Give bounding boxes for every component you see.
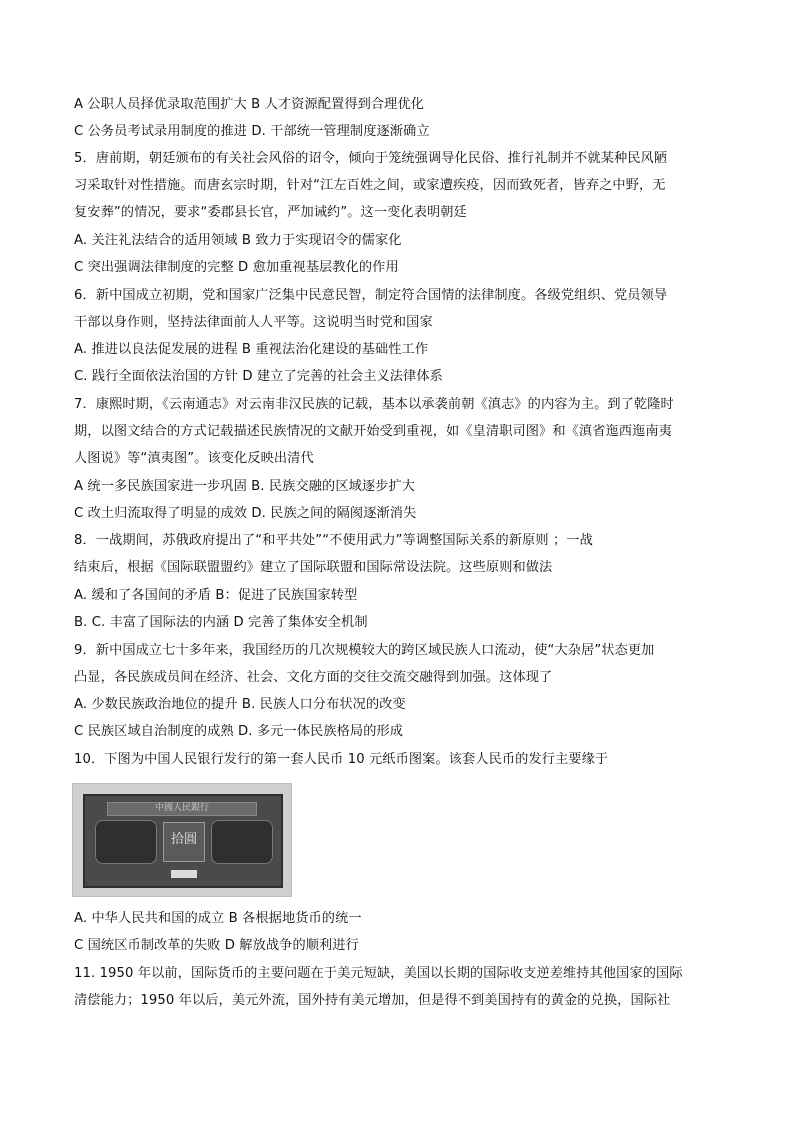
banknote-image <box>72 783 292 897</box>
question-11: 11. 1950 年以前，国际货币的主要问题在于美元短缺，美国以长期的国际收支逆差维持其他国家的国际 <box>74 966 683 981</box>
option-line: C 突出强调法律制度的完整 D 愈加重视基层教化的作用 <box>74 260 399 275</box>
question-8: 8．一战期间，苏俄政府提出了“和平共处”“不使用武力”等调整国际关系的新原则 ；一战 <box>74 533 593 548</box>
option-line: B. C. 丰富了国际法的内涵 D 完善了集体安全机制 <box>74 615 368 630</box>
question-text-line: 干部以身作则，坚持法律面前人人平等。这说明当时党和国家 <box>74 315 433 330</box>
question-text-line: 结束后，根据《国际联盟盟约》建立了国际联盟和国际常设法院。这些原则和做法 <box>74 560 553 575</box>
question-10: 10．下图为中国人民银行发行的第一套人民币 10 元纸币图案。该套人民币的发行主要缘于 <box>74 752 609 767</box>
question-text-line: 凸显，各民族成员间在经济、社会、文化方面的交往交流交融得到加强。这体现了 <box>74 670 553 685</box>
question-7: 7．康熙时期，《云南通志》对云南非汉民族的记载，基本以承袭前朝《滇志》的内容为主。到了乾隆时 <box>74 397 674 412</box>
option-line: A 统一多民族国家进一步巩固 B. 民族交融的区域逐步扩大 <box>74 479 416 494</box>
banknote-value-text: 拾圓 <box>170 832 197 847</box>
option-line: A. 少数民族政治地位的提升 B. 民族人口分布状况的改变 <box>74 697 406 712</box>
question-text-line: 习采取针对性措施。而唐玄宗时期，针对“江左百姓之间，或家遭疾疫，因而致死者，皆弃之中野，无 <box>74 178 666 193</box>
option-line: A. 中华人民共和国的成立 B 各根据地货币的统一 <box>74 911 362 926</box>
question-9: 9．新中国成立七十多年来，我国经历的几次规模较大的跨区域民族人口流动，使“大杂居”状态更加 <box>74 643 655 658</box>
banknote-face <box>83 794 283 888</box>
option-line: C. 践行全面依法治国的方针 D 建立了完善的社会主义法律体系 <box>74 369 443 384</box>
question-5: 5．唐前期，朝廷颁布的有关社会风俗的诏令，倾向于笼统强调导化民俗、推行礼制并不就某种民风陋 <box>74 151 668 166</box>
option-line: A 公职人员择优录取范围扩大 B 人才资源配置得到合理优化 <box>74 97 425 112</box>
banknote-header-band <box>107 802 257 816</box>
question-text-line: 清偿能力；1950 年以后，美元外流，国外持有美元增加，但是得不到美国持有的黄金的兑换，国际社 <box>74 993 671 1008</box>
option-line: C 民族区域自治制度的成熟 D. 多元一体民族格局的形成 <box>74 724 404 739</box>
option-line: A. 缓和了各国间的矛盾 B：促进了民族国家转型 <box>74 588 358 603</box>
option-line: A. 推进以良法促发展的进程 B 重视法治化建设的基础性工作 <box>74 342 429 357</box>
banknote-header-text: 中國人民銀行 <box>154 803 209 813</box>
question-text-line: 复安葬”的情况，要求“委郡县长官，严加诫约”。这一变化表明朝廷 <box>74 205 467 220</box>
option-line: C 改土归流取得了明显的成效 D. 民族之间的隔阂逐渐消失 <box>74 506 417 521</box>
banknote-right-vignette <box>211 820 273 864</box>
question-6: 6．新中国成立初期，党和国家广泛集中民意民智，制定符合国情的法律制度。各级党组织、党员领导 <box>74 288 668 303</box>
question-text-line: 人图说》等“滇夷图”。该变化反映出清代 <box>74 451 314 466</box>
banknote-left-vignette <box>95 820 157 864</box>
banknote-serial-plate <box>171 870 197 878</box>
banknote-center-panel <box>163 822 205 862</box>
option-line: A. 关注礼法结合的适用领域 B 致力于实现诏令的儒家化 <box>74 233 402 248</box>
question-text-line: 期，以图文结合的方式记载描述民族情况的文献开始受到重视，如《皇清职司图》和《滇省迤西迤南夷 <box>74 424 672 439</box>
option-line: C 国统区币制改革的失败 D 解放战争的顺利进行 <box>74 938 359 953</box>
option-line: C 公务员考试录用制度的推进 D. 干部统一管理制度逐渐确立 <box>74 124 430 139</box>
